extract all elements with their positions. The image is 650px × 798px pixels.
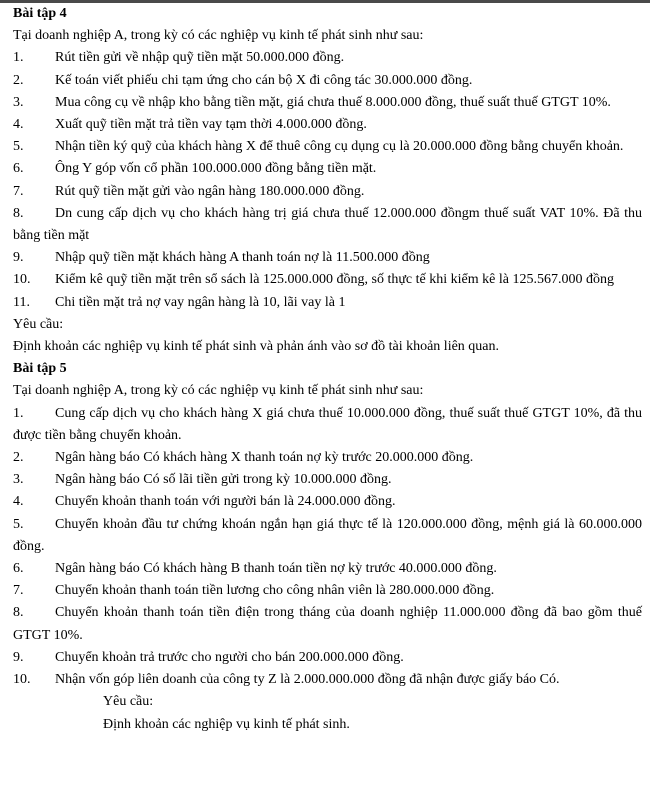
exercise-4-intro: Tại doanh nghiệp A, trong kỳ có các nghiệp vụ kinh tế phát sinh như sau: bbox=[13, 28, 424, 44]
exercise-4-item-11 bbox=[13, 292, 642, 314]
item-number: 5. bbox=[13, 516, 24, 532]
exercise-4-title: Bài tập 4 bbox=[13, 6, 67, 21]
item-number: 3. bbox=[13, 94, 24, 110]
item-text: Chuyển khoản thanh toán tiền điện trong tháng của doanh nghiệp 11.000.000 đồng đã bao gồm thuế GTGT 10%. bbox=[13, 605, 642, 643]
item-number: 1. bbox=[13, 50, 24, 66]
exercise-5-item-9 bbox=[13, 647, 642, 669]
exercise-4-item-5 bbox=[13, 136, 642, 158]
exercise-5-item-4 bbox=[13, 491, 642, 513]
exercise-4-requirement-label: Yêu cầu: bbox=[13, 316, 64, 332]
item-text: Chuyển khoản thanh toán với người bán là 24.000.000 đồng. bbox=[55, 494, 396, 510]
item-text: Rút tiền gửi về nhập quỹ tiền mặt 50.000.000 đồng. bbox=[55, 50, 345, 66]
item-text: Kế toán viết phiếu chi tạm ứng cho cán bộ X đi công tác 30.000.000 đồng. bbox=[55, 72, 473, 88]
item-text: Cung cấp dịch vụ cho khách hàng X giá chưa thuế 10.000.000 đồng, thuế suất thuế GTGT 10%, đã thu được tiền bằng chuyển khoản. bbox=[13, 405, 642, 443]
exercise-4-item-8 bbox=[13, 203, 642, 247]
item-text: Ngân hàng báo Có số lãi tiền gửi trong kỳ 10.000.000 đồng. bbox=[55, 472, 392, 488]
item-number: 7. bbox=[13, 583, 24, 599]
exercise-5-item-10 bbox=[13, 669, 642, 691]
exercise-4-item-9 bbox=[13, 247, 642, 269]
item-number: 3. bbox=[13, 472, 24, 488]
item-number: 11. bbox=[13, 294, 30, 310]
item-number: 2. bbox=[13, 72, 24, 88]
document-body bbox=[13, 3, 642, 736]
exercise-5-intro: Tại doanh nghiệp A, trong kỳ có các nghiệp vụ kinh tế phát sinh như sau: bbox=[13, 383, 424, 399]
item-number: 2. bbox=[13, 450, 24, 466]
item-text: Nhập quỹ tiền mặt khách hàng A thanh toán nợ là 11.500.000 đồng bbox=[55, 250, 430, 266]
exercise-5-item-8 bbox=[13, 602, 642, 646]
exercise-4-item-7 bbox=[13, 181, 642, 203]
item-number: 9. bbox=[13, 649, 24, 665]
exercise-5-item-2 bbox=[13, 447, 642, 469]
item-text: Xuất quỹ tiền mặt trả tiền vay tạm thời 4.000.000 đồng. bbox=[55, 117, 367, 133]
item-text: Chuyển khoản thanh toán tiền lương cho công nhân viên là 280.000.000 đồng. bbox=[55, 583, 495, 599]
exercise-4-item-1 bbox=[13, 47, 642, 69]
item-number: 9. bbox=[13, 250, 24, 266]
item-text: Ngân hàng báo Có khách hàng X thanh toán nợ kỳ trước 20.000.000 đồng. bbox=[55, 450, 474, 466]
exercise-5-item-6 bbox=[13, 558, 642, 580]
item-text: Rút quỹ tiền mặt gửi vào ngân hàng 180.000.000 đồng. bbox=[55, 183, 365, 199]
item-number: 10. bbox=[13, 272, 31, 288]
exercise-4-item-4 bbox=[13, 114, 642, 136]
item-text: Mua công cụ về nhập kho bằng tiền mặt, giá chưa thuế 8.000.000 đồng, thuế suất thuế GTGT 10%. bbox=[55, 94, 611, 110]
item-number: 8. bbox=[13, 605, 24, 621]
item-text: Nhận tiền ký quỹ của khách hàng X để thuê công cụ dụng cụ là 20.000.000 đồng bằng chuyển khoản. bbox=[55, 139, 624, 155]
item-text: Chi tiền mặt trả nợ vay ngân hàng là 10, lãi vay là 1 bbox=[55, 294, 346, 310]
item-number: 1. bbox=[13, 405, 24, 421]
exercise-5-item-1 bbox=[13, 403, 642, 447]
item-number: 10. bbox=[13, 672, 31, 688]
item-number: 4. bbox=[13, 117, 24, 133]
item-text: Ngân hàng báo Có khách hàng B thanh toán tiền nợ kỳ trước 40.000.000 đồng. bbox=[55, 561, 497, 577]
item-number: 4. bbox=[13, 494, 24, 510]
item-number: 6. bbox=[13, 561, 24, 577]
item-text: Nhận vốn góp liên doanh của công ty Z là 2.000.000.000 đồng đã nhận được giấy báo Có. bbox=[55, 672, 560, 688]
exercise-5-requirement-label: Yêu cầu: bbox=[103, 694, 154, 710]
exercise-4-item-10 bbox=[13, 269, 642, 291]
item-text: Dn cung cấp dịch vụ cho khách hàng trị giá chưa thuế 12.000.000 đồngm thuế suất VAT 10%. Đã thu bằng tiền mặt bbox=[13, 205, 642, 244]
exercise-5-item-3 bbox=[13, 469, 642, 491]
exercise-5-requirement-text: Định khoản các nghiệp vụ kinh tế phát sinh. bbox=[103, 716, 350, 732]
exercise-5-item-7 bbox=[13, 580, 642, 602]
item-text: Ông Y góp vốn cổ phần 100.000.000 đồng bằng tiền mặt. bbox=[55, 161, 377, 177]
item-number: 7. bbox=[13, 183, 24, 199]
item-text: Chuyển khoản trả trước cho người cho bán 200.000.000 đồng. bbox=[55, 649, 404, 665]
exercise-4-item-3 bbox=[13, 92, 642, 114]
item-text: Kiểm kê quỹ tiền mặt trên sổ sách là 125.000.000 đồng, số thực tế khi kiểm kê là 125.567.000 đồng bbox=[55, 272, 614, 288]
item-number: 5. bbox=[13, 139, 24, 155]
item-text: Chuyển khoản đầu tư chứng khoán ngắn hạn giá thực tế là 120.000.000 đồng, mệnh giá là 60.000.000 đồng. bbox=[13, 516, 642, 554]
exercise-5-title: Bài tập 5 bbox=[13, 361, 67, 377]
exercise-4-item-2 bbox=[13, 70, 642, 92]
exercise-4-item-6 bbox=[13, 158, 642, 180]
exercise-4-requirement-text: Định khoản các nghiệp vụ kinh tế phát sinh và phản ánh vào sơ đồ tài khoản liên quan. bbox=[13, 339, 500, 355]
item-number: 6. bbox=[13, 161, 24, 177]
item-number: 8. bbox=[13, 205, 24, 221]
exercise-5-item-5 bbox=[13, 514, 642, 558]
